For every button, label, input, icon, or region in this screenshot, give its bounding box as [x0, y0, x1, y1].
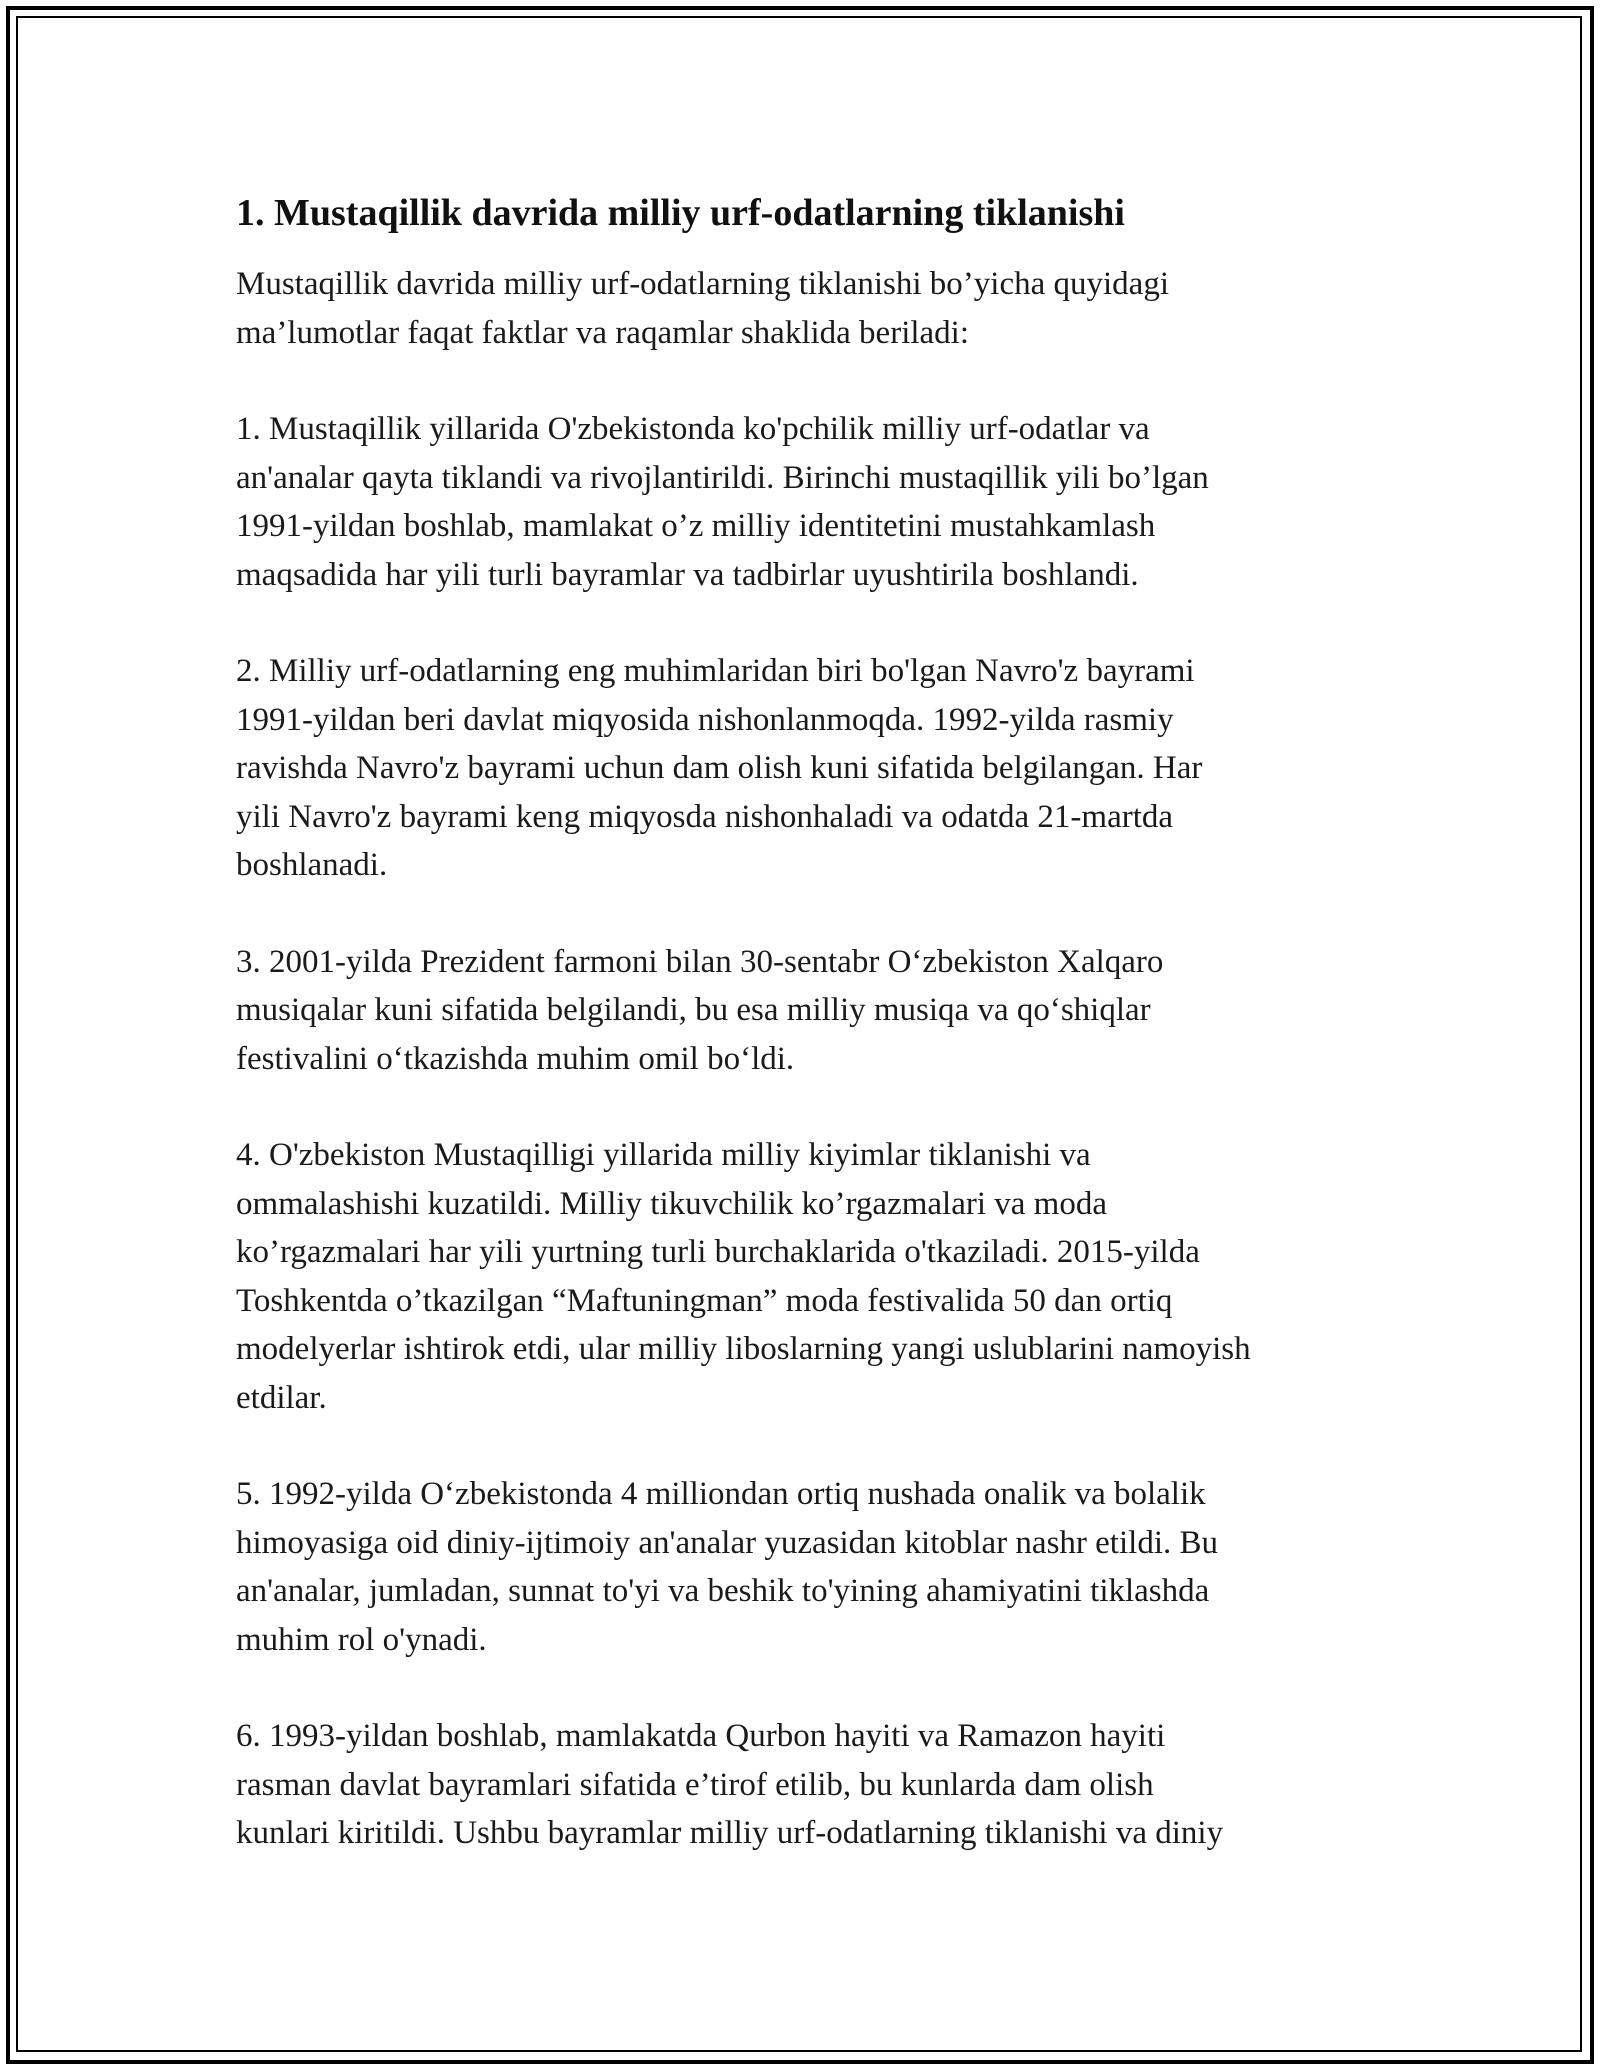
intro-paragraph: Mustaqillik davrida milliy urf-odatlarning tiklanishi bo’yicha quyidagi ma’lumotlar faqat faktlar va raqamlar shaklida beriladi: [236, 266, 1169, 351]
paragraph-item-6: 6. 1993-yildan boshlab, mamlakatda Qurbon hayiti va Ramazon hayiti rasman davlat bayramlari sifatida e’tirof etilib, bu kunlarda dam olish kunlari kiritildi. Ushbu bayramlar milliy urf-odatlarning tiklanishi va diniy [236, 1718, 1224, 1851]
paragraph-item-1: 1. Mustaqillik yillarida O'zbekistonda ko'pchilik milliy urf-odatlar va an'analar qayta tiklandi va rivojlantirildi. Birinchi mustaqillik yili bo’lgan 1991-yildan boshlab, mamlakat o’z milliy identitetini mustahkamlash maqsadida har yili turli bayramlar va tadbirlar uyushtirila boshlandi. [236, 411, 1209, 593]
document-title: 1. Mustaqillik davrida milliy urf-odatlarning tiklanishi [236, 192, 1125, 234]
paragraph-item-4: 4. O'zbekiston Mustaqilligi yillarida milliy kiyimlar tiklanishi va ommalashishi kuzatildi. Milliy tikuvchilik ko’rgazmalari va moda ko’rgazmalari har yili yurtning turli burchaklarida o'tkaziladi. 2015-yilda Toshkentda o’tkazilgan “Maftuningman” moda festivalida 50 dan ortiq modelyerlar ishtirok etdi, ular milliy liboslarning yangi uslublarini namoyish etdilar. [236, 1137, 1251, 1416]
paragraph-item-2: 2. Milliy urf-odatlarning eng muhimlaridan biri bo'lgan Navro'z bayrami 1991-yildan beri davlat miqyosida nishonlanmoqda. 1992-yilda rasmiy ravishda Navro'z bayrami uchun dam olish kuni sifatida belgilangan. Har yili Navro'z bayrami keng miqyosda nishonhaladi va odatda 21-martda boshlanadi. [236, 653, 1203, 883]
paragraph-item-5: 5. 1992-yilda O‘zbekistonda 4 milliondan ortiq nushada onalik va bolalik himoyasiga oid diniy-ijtimoiy an'analar yuzasidan kitoblar nashr etildi. Bu an'analar, jumladan, sunnat to'yi va beshik to'yining ahamiyatini tiklashda muhim rol o'ynadi. [236, 1476, 1218, 1658]
paragraph-item-3: 3. 2001-yilda Prezident farmoni bilan 30-sentabr O‘zbekiston Xalqaro musiqalar kuni sifatida belgilandi, bu esa milliy musiqa va qo‘shiqlar festivalini o‘tkazishda muhim omil bo‘ldi. [236, 943, 1164, 1077]
document-body [236, 186, 1376, 1906]
